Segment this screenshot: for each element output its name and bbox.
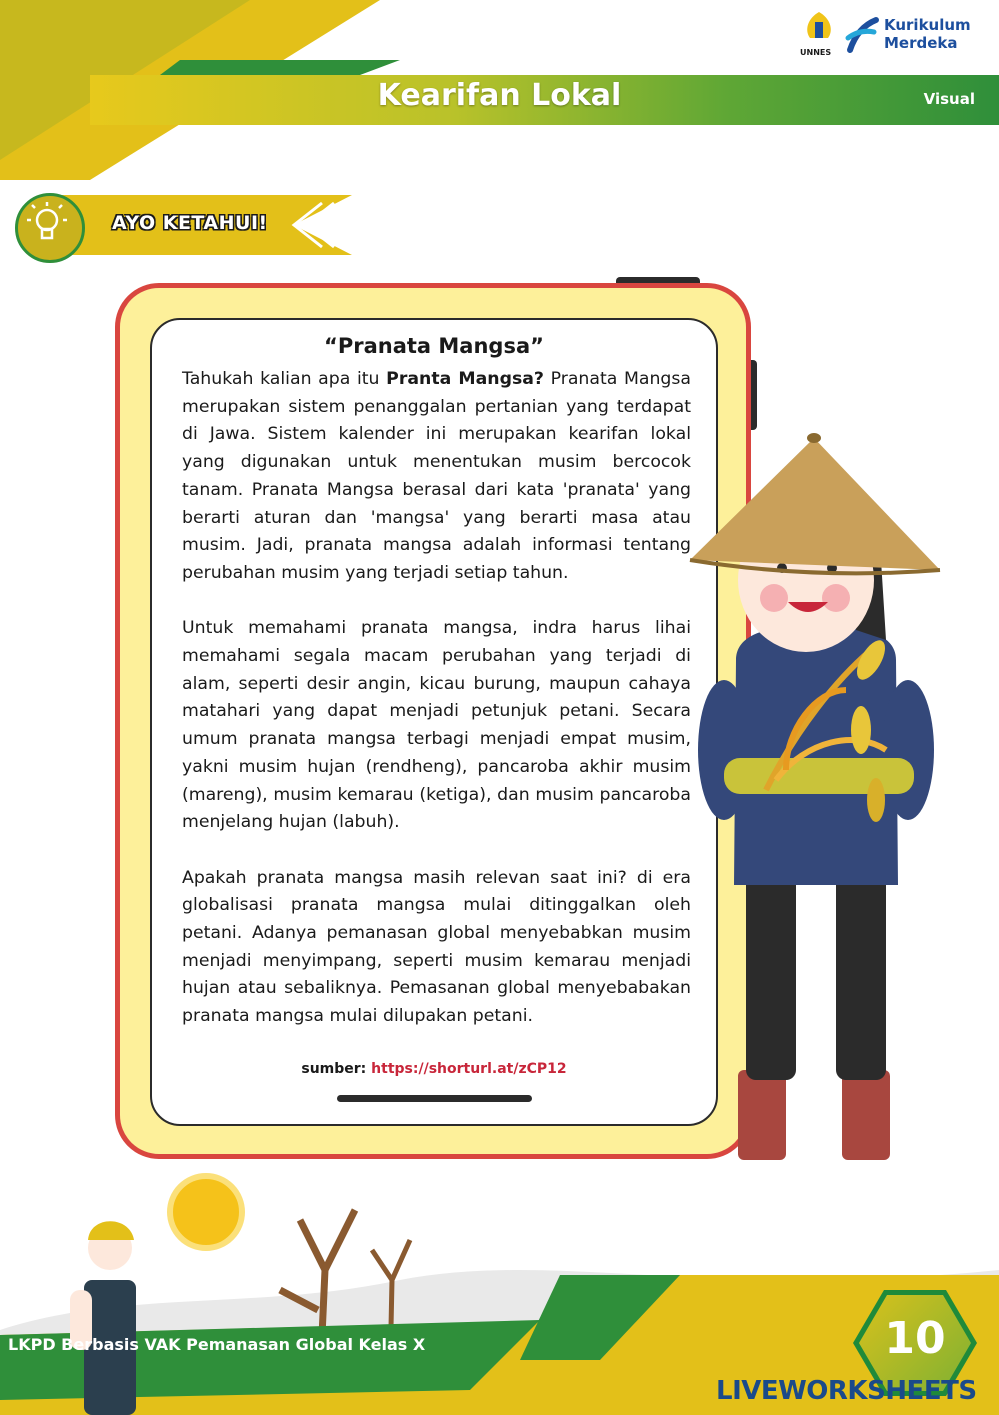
article-body [182,366,691,1031]
kurikulum-merdeka-logo-text [884,16,971,52]
page-title: Kearifan Lokal [377,78,622,113]
tablet-home-bar [337,1095,532,1102]
p1-text-start: Tahukah kalian apa itu [182,369,387,389]
p1-text-end: Pranata Mangsa merupakan sistem penanggalan pertanian yang terdapat di Jawa. Sistem kalender ini merupakan kearifan lokal yang digunakan untuk menentukan musim bercocok tanam. Pranata Mangsa berasal dari kata 'pranata' yang berarti aturan dan 'mangsa' yang berarti masa atau musim. Jadi, pranata mangsa adalah informasi tentang perubahan musim yang terjadi setiap tahun. [182,369,691,583]
page-number: 10 [884,1313,946,1364]
unnes-logo-text: UNNES [800,48,832,57]
paragraph-2: Untuk memahami pranata mangsa, indra harus lihai memahami segala macam perubahan yang terjadi di alam, seperti desir angin, kicau burung, maupun cahaya matahari yang dapat menjadi petunjuk petani. Secara umum pranata mangsa terbagi menjadi empat musim, yakni musim hujan (rendheng), pancaroba akhir musim (mareng), musim kemarau (ketiga), dan musim pancaroba menjelang hujan (labuh). [182,618,691,833]
source-link[interactable]: https://shorturl.at/zCP12 [371,1061,567,1077]
farmer-illustration [686,430,946,1165]
logo-line-2: Merdeka [884,34,958,52]
paragraph-3: Apakah pranata mangsa masih relevan saat ini? di era globalisasi pranata mangsa mulai ditinggalkan oleh petani. Adanya pemanasan global menyebabkan musim menjadi menyimpang, seperti musim kemarau menjadi hujan atau sebaliknya. Pemasanan global menyebabakan pranata mangsa mulai dilupakan petani. [182,867,691,1027]
p1-bold-term: Pranta Mangsa? [386,369,544,389]
ayo-ketahui-label: AYO KETAHUI! [112,212,268,234]
chevron-decoration-icon [282,200,352,250]
tablet-side-button [751,360,757,430]
source-line [150,1061,718,1077]
liveworksheets-watermark: LIVEWORKSHEETS [716,1376,977,1406]
lightbulb-icon [15,193,85,263]
source-label: sumber: [301,1061,372,1077]
mode-label: Visual [923,90,975,108]
logo-line-1: Kurikulum [884,16,971,34]
article-title: “Pranata Mangsa” [324,334,544,358]
kurikulum-merdeka-logo-icon [844,12,880,58]
paragraph-1 [182,366,691,588]
footer-caption: LKPD Berbasis VAK Pemanasan Global Kelas X [8,1335,426,1354]
